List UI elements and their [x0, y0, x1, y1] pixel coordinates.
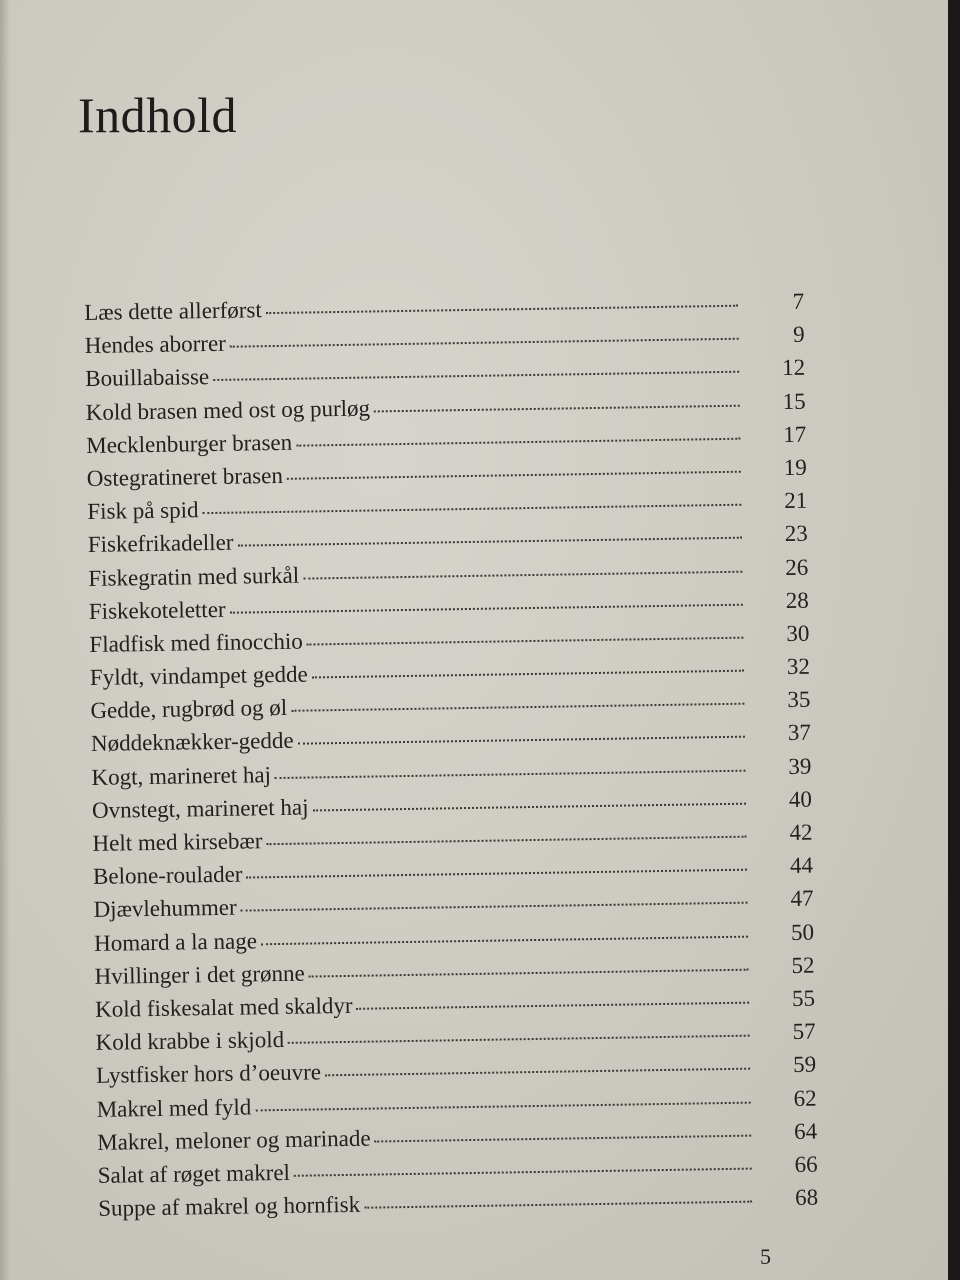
dot-leader — [275, 769, 746, 778]
dot-leader — [291, 703, 744, 712]
toc-entry-page: 35 — [787, 686, 811, 713]
toc-entry-title: Lystfisker hors d’oeuvre — [95, 1059, 322, 1089]
toc-entry-title: Fladfisk med finocchio — [89, 628, 303, 657]
toc-entry-page: 9 — [792, 321, 805, 348]
toc-entry-title: Læs dette allerførst — [84, 297, 262, 325]
table-of-contents — [84, 289, 819, 1229]
toc-entry-page: 12 — [781, 355, 806, 381]
dot-leader — [247, 869, 748, 879]
page-title: Indhold — [78, 87, 238, 143]
toc-entry-page: 59 — [792, 1051, 817, 1078]
toc-entry-page: 42 — [789, 819, 813, 845]
dot-leader — [312, 670, 744, 679]
dot-leader — [230, 603, 743, 613]
toc-entry-page: 44 — [789, 852, 814, 879]
dot-leader — [255, 1101, 750, 1111]
toc-entry-page: 19 — [783, 454, 807, 480]
toc-entry-page: 47 — [790, 885, 814, 912]
dot-leader — [237, 537, 741, 547]
dot-leader — [313, 802, 746, 811]
toc-entry-title: Fiskekoteletter — [88, 596, 226, 624]
toc-entry-page: 39 — [788, 753, 812, 779]
toc-entry-page: 30 — [786, 620, 810, 646]
toc-entry-page: 28 — [785, 587, 809, 613]
toc-entry-title: Kogt, marineret haj — [91, 761, 272, 790]
toc-entry-page: 21 — [784, 487, 808, 514]
toc-entry-title: Makrel med fyld — [96, 1093, 252, 1122]
toc-entry-page: 15 — [782, 388, 806, 414]
toc-entry-page: 40 — [788, 786, 813, 812]
binding-shadow — [0, 0, 10, 1280]
toc-entry-title: Hvillinger i det grønne — [94, 960, 305, 989]
toc-entry-title: Djævlehummer — [93, 895, 237, 923]
dot-leader — [375, 1134, 752, 1142]
dot-leader — [203, 504, 742, 514]
toc-entry-title: Kold brasen med ost og purløg — [85, 395, 371, 425]
toc-entry-title: Homard a la nage — [93, 927, 258, 956]
toc-entry-page: 66 — [794, 1151, 818, 1177]
toc-entry-title: Gedde, rugbrød og øl — [90, 695, 288, 724]
dot-leader — [213, 371, 739, 381]
toc-entry-title: Hendes aborrer — [84, 330, 227, 359]
dot-leader — [261, 935, 748, 945]
toc-entry-page: 50 — [790, 919, 815, 945]
dot-leader — [287, 471, 741, 480]
toc-entry-title: Helt med kirsebær — [92, 828, 263, 856]
toc-entry-page: 26 — [785, 554, 809, 580]
dot-leader — [296, 437, 740, 446]
toc-entry-page: 7 — [792, 288, 805, 314]
toc-entry-page: 23 — [784, 520, 808, 547]
toc-entry-title: Bouillabaisse — [85, 364, 210, 392]
dot-leader — [266, 836, 746, 846]
toc-entry-title: Belone-roulader — [92, 861, 243, 890]
toc-entry-page: 55 — [791, 985, 816, 1011]
toc-entry-page: 52 — [791, 952, 815, 978]
toc-entry-page: 62 — [793, 1085, 817, 1111]
toc-entry-page: 68 — [794, 1184, 819, 1211]
toc-entry-title: Fisk på spid — [87, 497, 199, 525]
dot-leader — [241, 902, 748, 912]
dot-leader — [357, 1002, 750, 1010]
toc-entry-title: Salat af røget makrel — [97, 1159, 291, 1188]
toc-entry-title: Kold fiskesalat med skaldyr — [94, 992, 353, 1022]
toc-entry-page: 37 — [787, 720, 812, 746]
toc-entry-title: Kold krabbe i skjold — [95, 1027, 285, 1056]
background-edge — [948, 0, 960, 1280]
toc-entry-page: 64 — [793, 1118, 818, 1144]
toc-entry-title: Fyldt, vindampet gedde — [89, 661, 308, 691]
toc-entry-title: Makrel, meloner og marinade — [97, 1125, 371, 1155]
toc-entry-title: Mecklenburger brasen — [86, 429, 293, 458]
toc-entry-title: Suppe af makrel og hornfisk — [98, 1191, 361, 1221]
toc-entry-page: 32 — [786, 653, 811, 680]
dot-leader — [307, 637, 744, 646]
dot-leader — [288, 1035, 750, 1044]
toc-entry-title: Fiskefrikadeller — [87, 529, 234, 558]
dot-leader — [303, 570, 742, 579]
toc-entry-title: Ovnstegt, marineret haj — [91, 794, 309, 823]
dot-leader — [298, 736, 745, 745]
dot-leader — [364, 1201, 752, 1209]
dot-leader — [374, 404, 740, 412]
page-number: 5 — [760, 1244, 771, 1269]
toc-entry-title: Ostegratineret brasen — [86, 462, 284, 491]
dot-leader — [230, 338, 739, 348]
toc-entry-page: 17 — [782, 421, 807, 447]
toc-entry-title: Fiskegratin med surkål — [88, 562, 300, 591]
dot-leader — [325, 1068, 750, 1077]
dot-leader — [266, 305, 738, 314]
toc-entry-page: 57 — [792, 1018, 816, 1045]
toc-entry-title: Nøddeknækker-gedde — [90, 728, 294, 757]
dot-leader — [294, 1167, 752, 1176]
dot-leader — [309, 968, 749, 977]
